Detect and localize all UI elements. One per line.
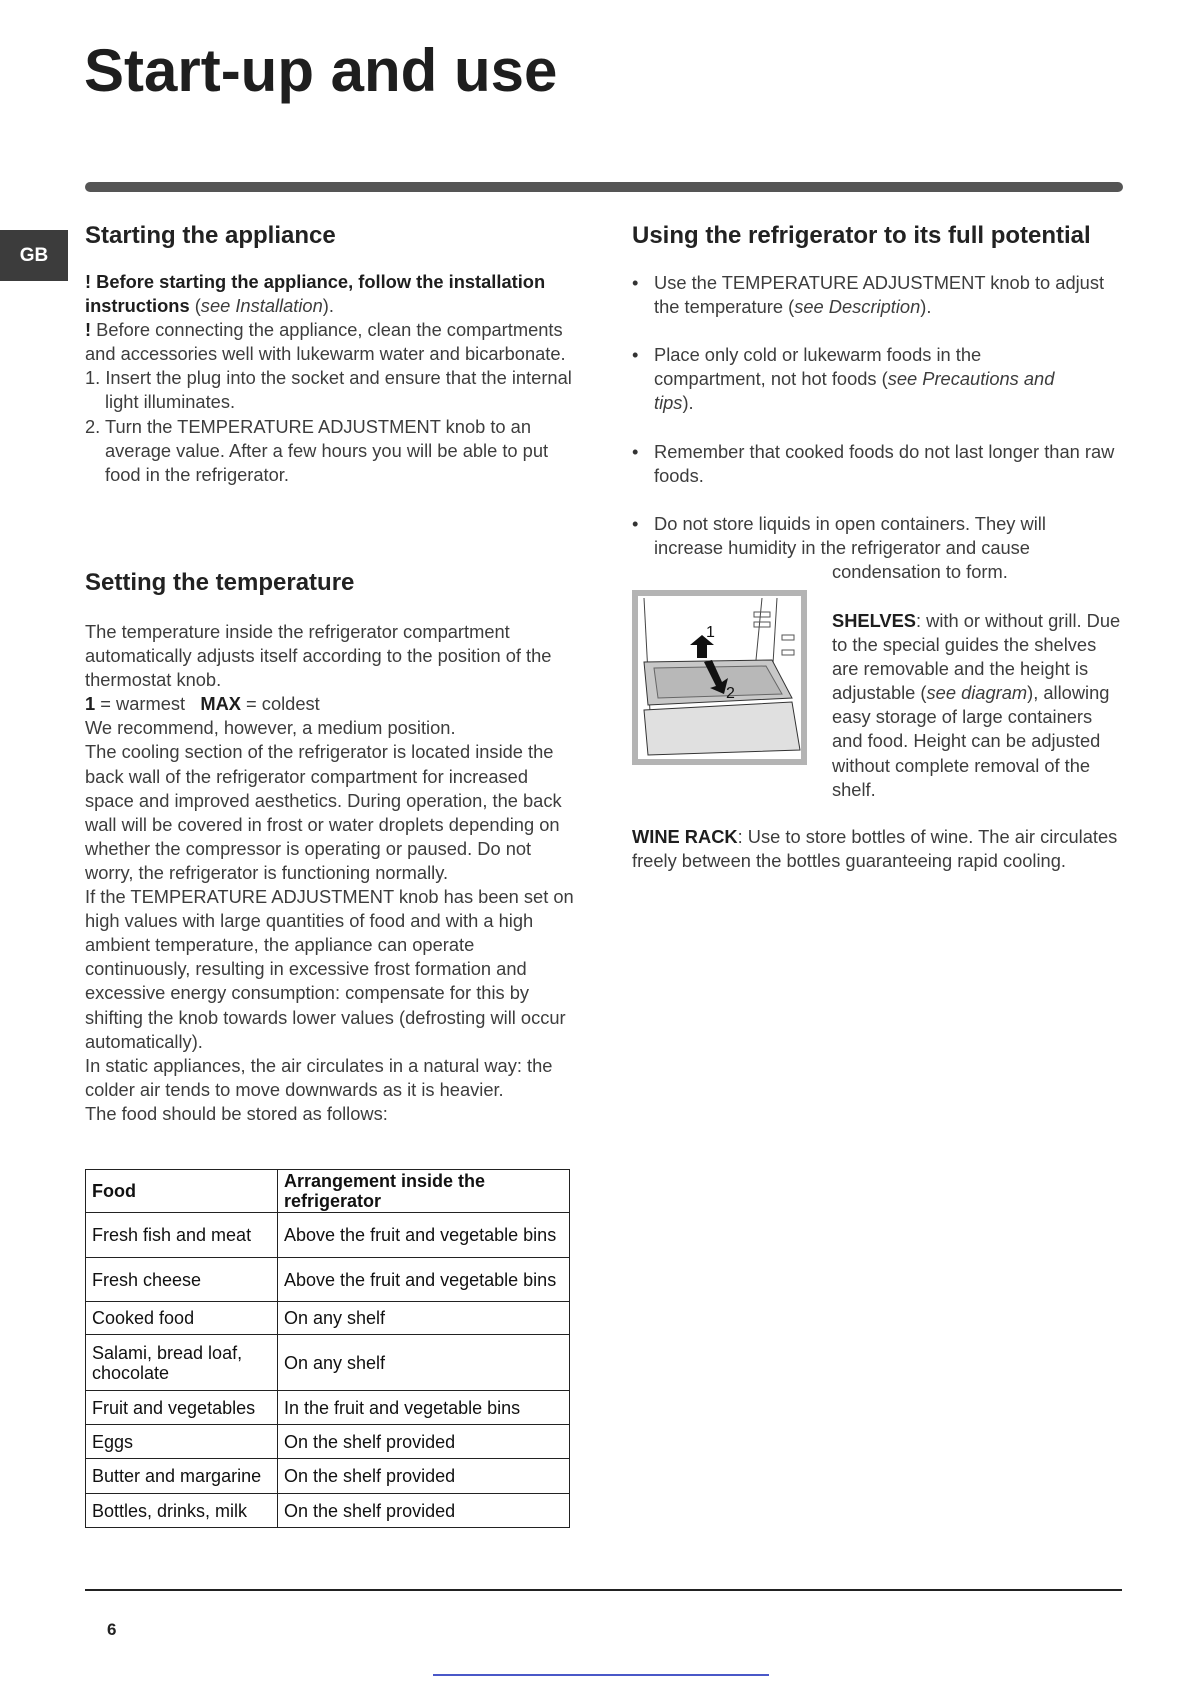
paragraph: We recommend, however, a medium position.: [85, 717, 456, 739]
text: ), allowing easy storage of large containers and food. Height can be adjusted without complete removal of the shelf.: [832, 682, 1110, 800]
food-cell: Fresh cheese: [86, 1258, 278, 1302]
term: WINE RACK: [632, 826, 738, 847]
text: ).: [322, 295, 334, 317]
cross-reference: see Precautions and tips: [654, 368, 1055, 414]
term: SHELVES: [832, 610, 916, 631]
page-number: 6: [107, 1620, 117, 1639]
list-item: [632, 512, 1094, 584]
arrangement-cell: On any shelf: [278, 1302, 570, 1335]
food-storage-table: [85, 1169, 570, 1528]
starting-section: [85, 222, 585, 487]
food-cell: Bottles, drinks, milk: [86, 1494, 278, 1528]
section-heading: Setting the temperature: [85, 569, 355, 596]
footer-divider: [85, 1589, 1122, 1591]
food-cell: Salami, bread loaf, chocolate: [86, 1335, 278, 1391]
text: Do not store liquids in open containers. They will increase humidity in the refrigerator and cause: [654, 512, 1046, 559]
table-row: [86, 1391, 570, 1425]
table-row: [86, 1258, 570, 1302]
warm-value: = warmest: [95, 693, 186, 715]
text: Use the TEMPERATURE ADJUSTMENT knob to adjust the temperature (: [654, 272, 1105, 318]
language-tab: GB: [0, 230, 68, 281]
header-cell: Food: [86, 1170, 278, 1213]
text: : with or without grill. Due to the special guides the shelves are removable and the height is adjustable (: [832, 610, 1121, 704]
cleaning-note: [85, 318, 585, 366]
table-row: [86, 1425, 570, 1459]
text: (: [189, 295, 201, 317]
text: condensation to form.: [832, 561, 1008, 583]
temperature-text: [85, 620, 581, 1126]
text: Remember that cooked foods do not last longer than raw foods.: [654, 440, 1115, 486]
arrangement-cell: Above the fruit and vegetable bins: [278, 1258, 570, 1302]
installation-note: [85, 270, 585, 318]
warning-mark: !: [85, 271, 92, 292]
header-cell: Arrangement inside the refrigerator: [278, 1170, 570, 1213]
note-bold: Before starting the appliance, follow the installation instructions: [85, 271, 546, 317]
food-cell: Fresh fish and meat: [86, 1213, 278, 1258]
list-item: [632, 271, 1124, 319]
food-cell: Cooked food: [86, 1302, 278, 1335]
food-cell: Butter and margarine: [86, 1459, 278, 1494]
food-cell: Fruit and vegetables: [86, 1391, 278, 1425]
arrangement-cell: In the fruit and vegetable bins: [278, 1391, 570, 1425]
paragraph: If the TEMPERATURE ADJUSTMENT knob has been set on high values with large quantities of food and with a high ambient temperature, the appliance can operate continuously, resulting in excessive frost formation and excessive energy consumption: compensate for this by shifting the knob towards lower values (defrosting will occur automatically).: [85, 886, 574, 1052]
knob-legend: [85, 692, 581, 716]
list-item: [632, 343, 1094, 415]
table-row: [86, 1302, 570, 1335]
text: : Use to store bottles of wine. The air circulates freely between the bottles guaranteeing rapid cooling.: [632, 826, 1118, 872]
arrangement-cell: On the shelf provided: [278, 1459, 570, 1494]
link-underline: [433, 1674, 769, 1676]
list-item: [632, 440, 1124, 488]
section-heading: Using the refrigerator to its full potential: [632, 222, 1091, 249]
step-item: 2. Turn the TEMPERATURE ADJUSTMENT knob to an average value. After a few hours you will be able to put food in the refrigerator.: [85, 415, 549, 485]
arrangement-cell: On the shelf provided: [278, 1425, 570, 1459]
table-row: [86, 1335, 570, 1391]
paragraph: In static appliances, the air circulates in a natural way: the colder air tends to move downwards as it is heavier.: [85, 1054, 553, 1100]
steps-list: [85, 366, 585, 486]
shelf-diagram: [632, 590, 807, 765]
warm-key: 1: [85, 693, 96, 715]
step-item: 1. Insert the plug into the socket and ensure that the internal light illuminates.: [85, 367, 572, 413]
cold-value: = coldest: [240, 693, 320, 715]
cross-reference: see Description: [794, 296, 921, 318]
temperature-section: [85, 569, 581, 1126]
shelves-description: [832, 609, 1122, 802]
page-title: Start-up and use: [84, 37, 558, 104]
paragraph: The food should be stored as follows:: [85, 1102, 388, 1124]
text: Place only cold or lukewarm foods in the compartment, not hot foods (: [654, 344, 982, 390]
header-divider: [85, 182, 1123, 192]
wine-rack-description: [632, 825, 1127, 873]
warning-mark: !: [85, 319, 92, 341]
table-row: [86, 1494, 570, 1528]
arrangement-cell: On the shelf provided: [278, 1494, 570, 1528]
cross-reference: see Installation: [200, 295, 323, 317]
text: ).: [920, 296, 932, 318]
paragraph: The temperature inside the refrigerator compartment automatically adjusts itself according to the position of the thermostat knob.: [85, 621, 552, 691]
text: ).: [682, 392, 694, 414]
arrangement-cell: Above the fruit and vegetable bins: [278, 1213, 570, 1258]
diagram-label: 2: [726, 685, 735, 702]
usage-tips-list: [632, 271, 1124, 584]
diagram-label: 1: [706, 624, 715, 641]
paragraph: The cooling section of the refrigerator is located inside the back wall of the refrigerator compartment for increased space and improved aesthetics. During operation, the back wall will be covered in frost or water droplets depending on whether the compressor is operating or paused. Do not worry, the refrigerator is functioning normally.: [85, 741, 562, 883]
cold-key: MAX: [200, 693, 241, 715]
cross-reference: see diagram: [926, 682, 1028, 704]
text: Before connecting the appliance, clean the compartments and accessories well with lukewarm water and bicarbonate.: [85, 319, 566, 365]
food-cell: Eggs: [86, 1425, 278, 1459]
usage-section: [632, 222, 1132, 584]
table-row: [86, 1459, 570, 1494]
arrangement-cell: On any shelf: [278, 1335, 570, 1391]
starting-text: [85, 270, 585, 487]
table-row: [86, 1213, 570, 1258]
section-heading: Starting the appliance: [85, 222, 336, 249]
table-header-row: [86, 1170, 570, 1213]
